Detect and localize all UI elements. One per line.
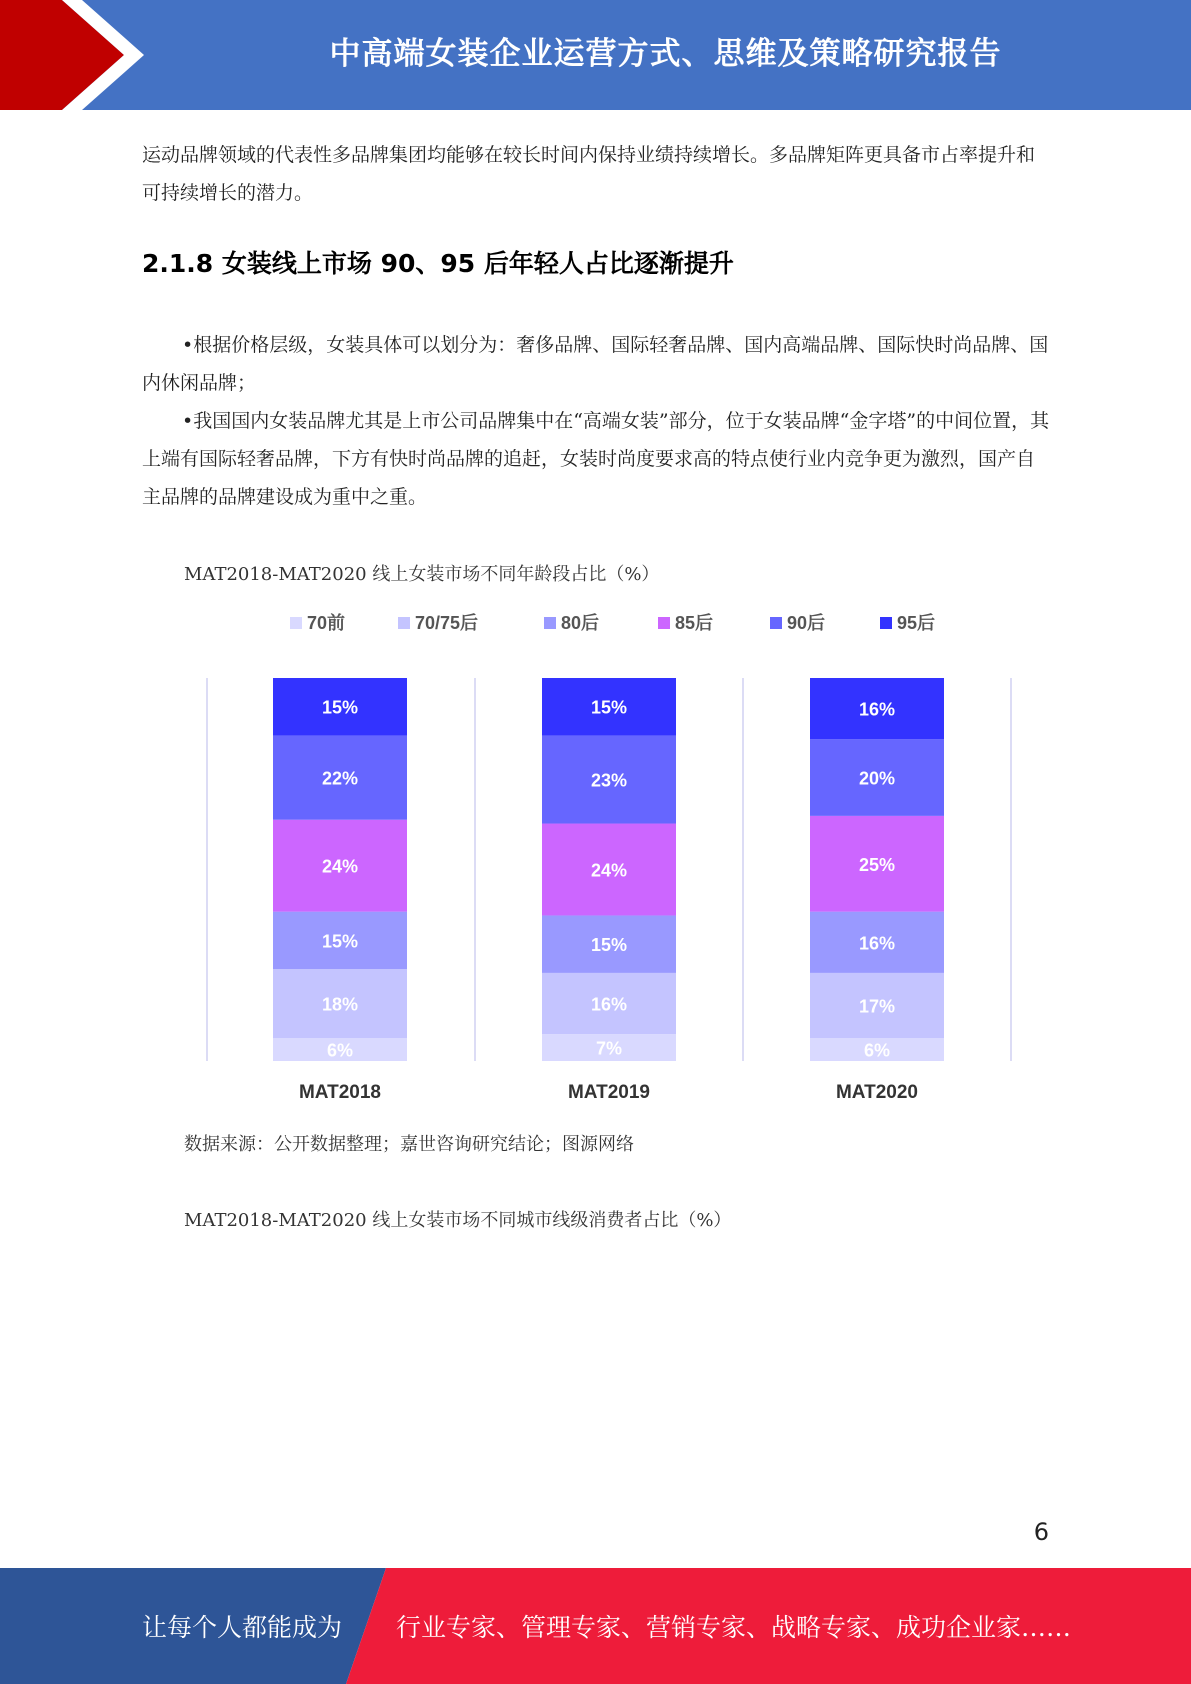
bar-value-label: 7% [595,1038,623,1059]
legend-swatch [770,617,782,629]
page-number: 6 [1033,1518,1049,1546]
legend-swatch [880,617,892,629]
bar-value-label: 17% [858,996,896,1017]
page-header [0,0,1191,110]
bar-value-label: 22% [321,768,359,789]
bar-value-label: 15% [321,697,359,718]
bar-value-label: 15% [590,697,628,718]
header-title: 中高端女装企业运营方式、思维及策略研究报告 [329,35,1002,72]
age-share-stacked-bar-chart [180,596,1040,1106]
chart2-caption: MAT2018-MAT2020 线上女装市场不同城市线级消费者占比（%） [184,1210,732,1231]
bar-value-label: 16% [858,933,896,954]
legend-label: 80后 [561,613,600,633]
section-heading: 2.1.8 女装线上市场 90、95 后年轻人占比逐渐提升 [142,249,734,278]
bar-value-label: 6% [863,1040,891,1061]
page-footer [0,1568,1191,1684]
header-arrow-decoration [0,0,160,110]
legend-label: 70/75后 [415,613,479,633]
category-label: MAT2020 [835,1082,919,1103]
paragraph-intro: 运动品牌领域的代表性多品牌集团均能够在较长时间内保持业绩持续增长。多品牌矩阵更具备市占率提升和可持续增长的潜力。 [142,144,1036,204]
bar-value-label: 15% [321,931,359,952]
bullet-price-tiers: •根据价格层级，女装具体可以划分为：奢侈品牌、国际轻奢品牌、国内高端品牌、国际快时尚品牌、国内休闲品牌； [142,334,1049,394]
bar-value-label: 15% [590,935,628,956]
legend-swatch [658,617,670,629]
bar-value-label: 23% [590,770,628,791]
legend-swatch [398,617,410,629]
bar-value-label: 16% [590,994,628,1015]
chart-caption: MAT2018-MAT2020 线上女装市场不同年龄段占比（%） [184,564,660,585]
legend-label: 95后 [897,613,936,633]
legend-swatch [544,617,556,629]
bar-value-label: 24% [321,856,359,877]
bar-value-label: 16% [858,699,896,720]
bar-value-label: 18% [321,994,359,1015]
bar-value-label: 6% [326,1040,354,1061]
footer-slogan-right: 行业专家、管理专家、营销专家、战略专家、成功企业家…… [396,1613,1072,1642]
legend-label: 90后 [787,613,826,633]
legend-swatch [290,617,302,629]
category-label: MAT2018 [298,1082,382,1103]
data-source-note: 数据来源：公开数据整理；嘉世咨询研究结论；图源网络 [184,1134,634,1155]
category-label: MAT2019 [567,1082,651,1103]
bar-value-label: 25% [858,854,896,875]
footer-slogan-left: 让每个人都能成为 [142,1613,343,1642]
bullet-domestic-brands: •我国国内女装品牌尤其是上市公司品牌集中在“高端女装”部分，位于女装品牌“金字塔”的中间位置，其上端有国际轻奢品牌，下方有快时尚品牌的追赶，女装时尚度要求高的特点使行业内竞争更为激烈，国产自主品牌的品牌建设成为重中之重。 [142,410,1050,508]
legend-label: 85后 [675,613,714,633]
bar-value-label: 20% [858,768,896,789]
bar-value-label: 24% [590,860,628,881]
legend-label: 70前 [307,613,346,633]
